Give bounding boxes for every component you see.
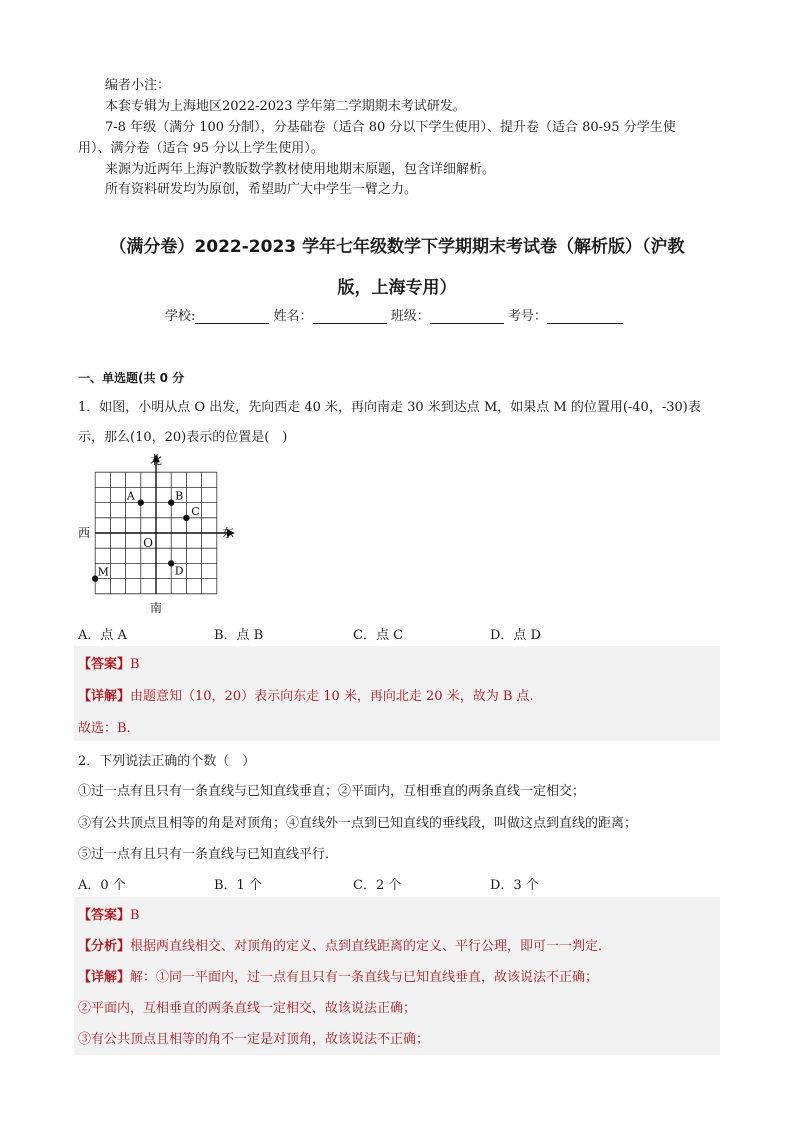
name-label: 姓名：	[273, 309, 313, 324]
detail-label: 【详解】	[78, 970, 131, 985]
detail-label: 【详解】	[78, 689, 131, 704]
editor-note-line: 所有资料研发均为原创，希望助广大中学生一臂之力。	[105, 182, 418, 197]
point-label-m: M	[97, 565, 109, 579]
choose-text: 故选：B.	[78, 721, 131, 736]
q2-option-c[interactable]: C．2 个	[353, 878, 402, 893]
analysis-label: 【分析】	[78, 939, 131, 954]
editor-note-line: 7-8 年级（满分 100 分制），分基础卷（适合 80 分以下学生使用）、提升卷（适合 80-95 分学生使	[105, 120, 676, 135]
name-blank[interactable]	[313, 309, 387, 324]
q2-detail-cont: ③有公共顶点且相等的角不一定是对顶角，故该说法不正确；	[78, 1032, 430, 1047]
editor-note-line: 本套专辑为上海地区2022-2023 学年第二学期期末考试研发。	[105, 99, 466, 114]
q1-option-b[interactable]: B．点 B	[214, 628, 264, 643]
origin-label: O	[143, 536, 153, 550]
student-info-row	[165, 305, 623, 324]
grid-axes	[95, 454, 235, 594]
q2-detail	[78, 966, 598, 985]
point-label-b: B	[175, 489, 184, 503]
q1-detail	[78, 685, 534, 704]
north-label: 北	[149, 453, 163, 467]
q1-answer	[78, 653, 140, 672]
q2-option-a[interactable]: A．0 个	[78, 878, 126, 893]
analysis-text: 根据两直线相交、对顶角的定义、点到直线距离的定义、平行公理，即可一一判定．	[130, 939, 612, 954]
answer-value: B	[130, 657, 140, 672]
answer-value: B	[130, 908, 140, 923]
q2-detail-cont: ②平面内，互相垂直的两条直线一定相交，故该说法正确；	[78, 1001, 417, 1016]
east-label: 东	[221, 526, 235, 540]
detail-text: 由题意知（10，20）表示向东走 10 米，再向北走 20 米，故为 B 点.	[130, 689, 534, 704]
answer-label: 【答案】	[78, 657, 131, 672]
section-heading: 一、单选题(共 0 分	[78, 371, 185, 385]
q2-statement: ③有公共顶点且相等的角是对顶角；④直线外一点到已知直线的垂线段，叫做这点到直线的距离；	[78, 816, 638, 831]
page-title-cont: 版，上海专用）	[337, 278, 457, 298]
q2-statement: ①过一点有且只有一条直线与已知直线垂直；②平面内，互相垂直的两条直线一定相交；	[78, 784, 586, 799]
q2-answer	[78, 904, 140, 923]
page-title: （满分卷）2022-2023 学年七年级数学下学期期末考试卷（解析版）（沪教	[109, 237, 685, 257]
point-label-d: D	[174, 564, 184, 578]
school-label: 学校:	[165, 309, 196, 324]
point-b	[168, 499, 174, 505]
editor-note-line: 来源为近两年上海沪教版数学教材使用地期末原题，包含详细解析。	[105, 162, 496, 177]
detail-text: 解：①同一平面内，过一点有且只有一条直线与已知直线垂直，故该说法不正确；	[130, 970, 599, 985]
point-c	[183, 515, 189, 521]
q1-figure	[74, 450, 244, 620]
q1-choose	[78, 717, 131, 736]
point-label-a: A	[126, 489, 135, 503]
editor-note-line: 用）、满分卷（适合 95 分以上学生使用）。	[78, 141, 324, 156]
q1-stem: 1．如图，小明从点 O 出发，先向西走 40 米，再向南走 30 米到达点 M，如果点 M 的位置用(-40，-30)表	[78, 400, 701, 415]
q2-stem: 2．下列说法正确的个数（ ）	[78, 754, 256, 769]
q2-option-b[interactable]: B．1 个	[214, 878, 262, 893]
point-d	[168, 560, 174, 566]
q1-option-c[interactable]: C．点 C	[353, 628, 404, 643]
point-a	[138, 499, 144, 505]
answer-label: 【答案】	[78, 908, 131, 923]
q1-option-a[interactable]: A．点 A	[78, 628, 127, 643]
q2-option-d[interactable]: D．3 个	[490, 878, 539, 893]
number-label: 考号：	[507, 309, 547, 324]
q1-option-d[interactable]: D．点 D	[490, 628, 541, 643]
class-blank[interactable]	[430, 309, 504, 324]
q2-statement: ⑤过一点有且只有一条直线与已知直线平行．	[78, 847, 339, 862]
school-blank[interactable]	[195, 309, 269, 324]
west-label: 西	[77, 526, 91, 540]
class-label: 班级：	[390, 309, 430, 324]
point-label-c: C	[191, 504, 200, 518]
q2-analysis	[78, 935, 611, 954]
q1-stem-cont: 示，那么(10，20)表示的位置是( )	[78, 430, 288, 445]
editor-note-heading: 编者小注：	[105, 78, 171, 93]
south-label: 南	[149, 601, 163, 615]
number-blank[interactable]	[547, 309, 623, 324]
